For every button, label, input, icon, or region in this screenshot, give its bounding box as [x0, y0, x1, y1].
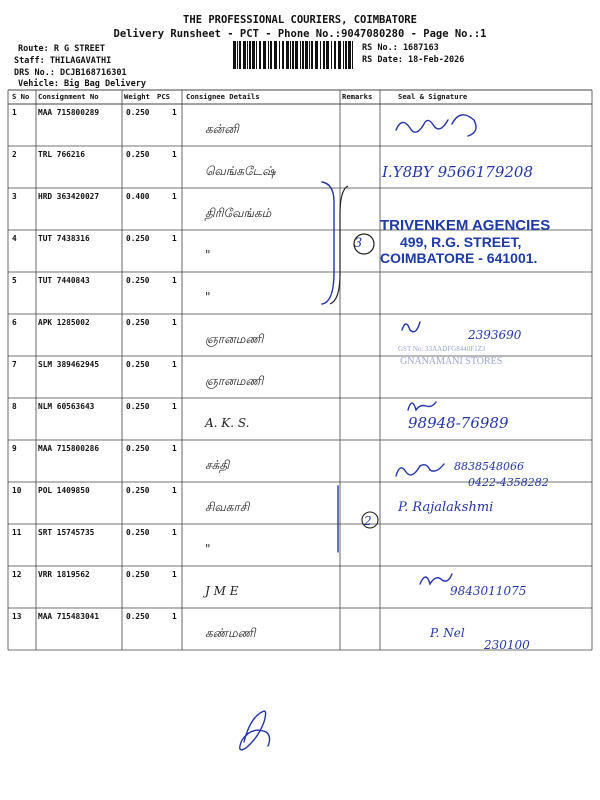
- row-sno: 11: [12, 528, 22, 537]
- row-sno: 9: [12, 444, 17, 453]
- row-sno: 3: [12, 192, 17, 201]
- row-weight: 0.250: [126, 570, 150, 579]
- stamp-street: 499, R.G. STREET,: [400, 234, 522, 250]
- row-sno: 8: [12, 402, 17, 411]
- row-consignee-details: கன்னி: [205, 122, 239, 136]
- row-weight: 0.250: [126, 234, 150, 243]
- row-sno: 7: [12, 360, 17, 369]
- row-weight: 0.250: [126, 528, 150, 537]
- group-count-2: 2: [364, 514, 372, 528]
- group-count-3: 3: [354, 236, 363, 251]
- row-sno: 6: [12, 318, 17, 327]
- row-consignee-details: A. K. S.: [205, 416, 250, 430]
- row-consignment-no: APK 1285002: [38, 318, 90, 327]
- row-sno: 1: [12, 108, 17, 117]
- row-consignee-details: வெங்கடேஷ்: [205, 164, 276, 178]
- row-sno: 4: [12, 234, 17, 243]
- circle-group-2: [362, 512, 378, 528]
- row-consignment-no: HRD 363420027: [38, 192, 100, 201]
- faint-gst: GST No: 33AADFG8440F1Z3: [398, 345, 486, 353]
- row8-phone: 98948-76989: [408, 414, 509, 432]
- row-pcs: 1: [172, 234, 177, 243]
- row-consignment-no: VRR 1819562: [38, 570, 90, 579]
- row-consignee-details: சக்தி: [205, 458, 230, 472]
- row6-phone: 2393690: [468, 328, 522, 342]
- row-consignment-no: POL 1409850: [38, 486, 90, 495]
- row-consignee-details: திரிவேங்கம்: [205, 206, 272, 220]
- col-header-weight: Weight: [124, 92, 150, 101]
- row1-circle-stroke: [452, 115, 476, 136]
- row-weight: 0.250: [126, 612, 150, 621]
- row-weight: 0.250: [126, 318, 150, 327]
- row-pcs: 1: [172, 360, 177, 369]
- row-consignee-details: ": [205, 248, 211, 262]
- row-sno: 5: [12, 276, 17, 285]
- row-pcs: 1: [172, 402, 177, 411]
- row12-phone: 9843011075: [450, 584, 527, 598]
- row1-signature-stroke: [396, 120, 448, 132]
- runsheet-title: THE PROFESSIONAL COURIERS, COIMBATORE: [183, 14, 417, 26]
- row13-signature: P. Nel: [430, 626, 465, 640]
- row-consignee-details: ": [205, 290, 211, 304]
- row-consignment-no: TRL 766216: [38, 150, 85, 159]
- staff-label: Staff: THILAGAVATHI: [14, 56, 112, 66]
- row-weight: 0.250: [126, 150, 150, 159]
- row-consignee-details: J M E: [205, 584, 239, 598]
- row-consignment-no: SLM 389462945: [38, 360, 100, 369]
- row-sno: 10: [12, 486, 22, 495]
- row10-signature: P. Rajalakshmi: [398, 500, 494, 515]
- row-sno: 2: [12, 150, 17, 159]
- row-weight: 0.250: [126, 108, 150, 117]
- row-pcs: 1: [172, 486, 177, 495]
- row9-phone-a: 8838548066: [454, 460, 524, 473]
- row-consignment-no: NLM 60563643: [38, 402, 95, 411]
- row2-signature: I.Y8BY 9566179208: [382, 163, 534, 181]
- row-consignment-no: MAA 715800286: [38, 444, 100, 453]
- row-pcs: 1: [172, 276, 177, 285]
- faint-store: GNANAMANI STORES: [400, 356, 503, 367]
- bottom-signature-stroke: [240, 711, 270, 750]
- row-weight: 0.250: [126, 402, 150, 411]
- col-header-seal: Seal & Signature: [398, 92, 468, 101]
- row12-initials-stroke: [420, 574, 452, 584]
- col-header-pcs: PCS: [157, 92, 170, 101]
- stamp-city: COIMBATORE - 641001.: [380, 250, 538, 266]
- col-header-sno: S No: [12, 92, 30, 101]
- row-pcs: 1: [172, 444, 177, 453]
- row8-initials-stroke: [408, 402, 436, 410]
- rs-number: RS No.: 1687163: [362, 43, 439, 53]
- row-weight: 0.250: [126, 276, 150, 285]
- row-pcs: 1: [172, 150, 177, 159]
- circle-group-3: [354, 234, 374, 254]
- vehicle-label: Vehicle: Big Bag Delivery: [18, 79, 146, 89]
- col-header-consignment: Consignment No: [38, 92, 99, 101]
- bracket-rows-3-5: [322, 182, 334, 304]
- row-pcs: 1: [172, 108, 177, 117]
- row9-phone-b: 0422-4358282: [468, 476, 549, 489]
- row-consignee-details: ": [205, 542, 211, 556]
- stamp-name: TRIVENKEM AGENCIES: [380, 217, 551, 234]
- row-pcs: 1: [172, 570, 177, 579]
- row-consignee-details: சிவகாசி: [205, 500, 250, 514]
- row-sno: 13: [12, 612, 22, 621]
- runsheet-subtitle: Delivery Runsheet - PCT - Phone No.:9047080280 - Page No.:1: [113, 28, 487, 40]
- row-consignment-no: MAA 715800289: [38, 108, 100, 117]
- row-consignment-no: TUT 7438316: [38, 234, 90, 243]
- row-pcs: 1: [172, 528, 177, 537]
- row13-number: 230100: [484, 638, 530, 652]
- route-label: Route: R G STREET: [18, 44, 105, 54]
- row-pcs: 1: [172, 612, 177, 621]
- col-header-consignee: Consignee Details: [186, 92, 260, 101]
- row-weight: 0.250: [126, 486, 150, 495]
- row-weight: 0.250: [126, 360, 150, 369]
- row-pcs: 1: [172, 318, 177, 327]
- row-sno: 12: [12, 570, 22, 579]
- row-consignee-details: கண்மணி: [205, 626, 256, 640]
- row6-signature-stroke: [402, 322, 420, 332]
- row-consignee-details: ஞானமணி: [205, 374, 264, 388]
- rs-date: RS Date: 18-Feb-2026: [362, 55, 465, 65]
- col-header-remarks: Remarks: [342, 92, 373, 101]
- row-weight: 0.250: [126, 444, 150, 453]
- row-consignment-no: SRT 15745735: [38, 528, 95, 537]
- row-consignee-details: ஞானமணி: [205, 332, 264, 346]
- row-consignment-no: MAA 715483041: [38, 612, 100, 621]
- row-weight: 0.400: [126, 192, 150, 201]
- row9-initials-stroke: [396, 464, 444, 476]
- drs-label: DRS No.: DCJB168716301: [14, 68, 127, 78]
- row-consignment-no: TUT 7440843: [38, 276, 90, 285]
- row-pcs: 1: [172, 192, 177, 201]
